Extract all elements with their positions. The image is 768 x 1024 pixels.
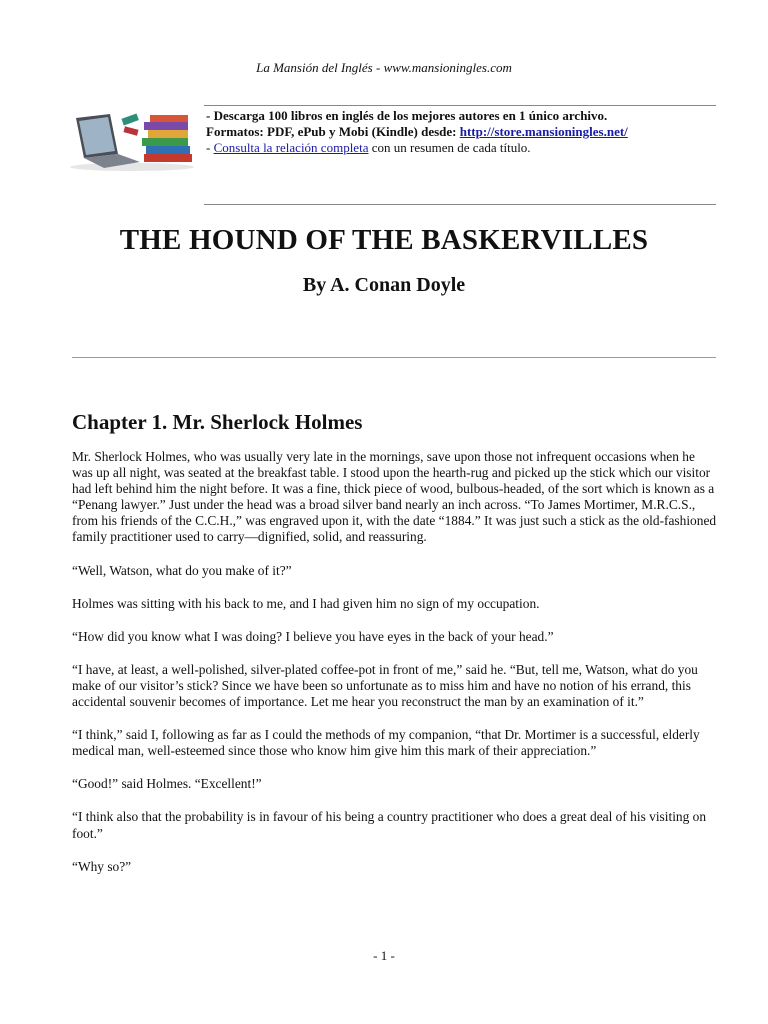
- catalog-suffix: con un resumen de cada título.: [368, 140, 531, 155]
- laptop-books-icon: [70, 110, 198, 172]
- paragraph: Mr. Sherlock Holmes, who was usually very late in the mornings, save upon those not infrequent occasions when he was up all night, was seated at the breakfast table. I stood upon the hearth-rug and picked up the stick which our visitor had left behind him the night before. It was a fine, thick piece of wood, bulbous-headed, of the sort which is known as a “Penang lawyer.” Just under the head was a broad silver band nearly an inch across. “To James Mortimer, M.R.C.S., from his friends of the C.C.H.,” was engraved upon it, with the date “1884.” It was just such a stick as the old-fashioned family practitioner used to carry—dignified, solid, and reassuring.: [72, 449, 717, 545]
- paragraph: “I think,” said I, following as far as I could the methods of my companion, “that Dr. Mortimer is a successful, elderly medical man, well-esteemed since those who know him give him this mark of their appreciation.”: [72, 727, 700, 759]
- paragraph: “I think also that the probability is in favour of his being a country practitioner who does a great deal of his visiting on foot.”: [72, 809, 707, 841]
- book-author: By A. Conan Doyle: [302, 274, 466, 296]
- formats-text: Formatos: PDF, ePub y Mobi (Kindle) desde:: [206, 124, 460, 139]
- promo-bottom-rule: [204, 204, 716, 205]
- page-number: - 1 -: [373, 948, 395, 963]
- section-divider: [72, 357, 716, 358]
- paragraph: “I have, at least, a well-polished, silver-plated coffee-pot in front of me,” said he. “But, tell me, Watson, what do you make of our visitor’s stick? Since we have been so unfortunate as to miss him and have no notion of his errand, this accidental souvenir becomes of importance. Let me hear you reconstruct the man by an examination of it.”: [72, 661, 698, 710]
- promo-block: [206, 108, 716, 156]
- promo-top-rule: [204, 105, 716, 106]
- paragraph: “Good!” said Holmes. “Excellent!”: [72, 776, 262, 792]
- paragraph: “Well, Watson, what do you make of it?”: [72, 562, 292, 578]
- chapter-body: [72, 449, 718, 892]
- book-title: THE HOUND OF THE BASKERVILLES: [119, 224, 649, 256]
- promo-line-download: - Descarga 100 libros en inglés de los mejores autores en 1 único archivo.: [206, 108, 608, 123]
- chapter-heading: Chapter 1. Mr. Sherlock Holmes: [72, 410, 363, 434]
- promo-line-formats: [206, 124, 716, 140]
- catalog-link[interactable]: Consulta la relación completa: [213, 140, 369, 155]
- promo-line-catalog: [206, 140, 716, 156]
- paragraph: “Why so?”: [72, 858, 132, 874]
- paragraph: Holmes was sitting with his back to me, and I had given him no sign of my occupation.: [72, 595, 540, 611]
- store-link[interactable]: http://store.mansioningles.net/: [459, 124, 628, 139]
- dash: -: [206, 140, 214, 155]
- paragraph: “How did you know what I was doing? I believe you have eyes in the back of your head.”: [72, 628, 554, 644]
- running-header: La Mansión del Inglés - www.mansioningles.com: [256, 60, 512, 75]
